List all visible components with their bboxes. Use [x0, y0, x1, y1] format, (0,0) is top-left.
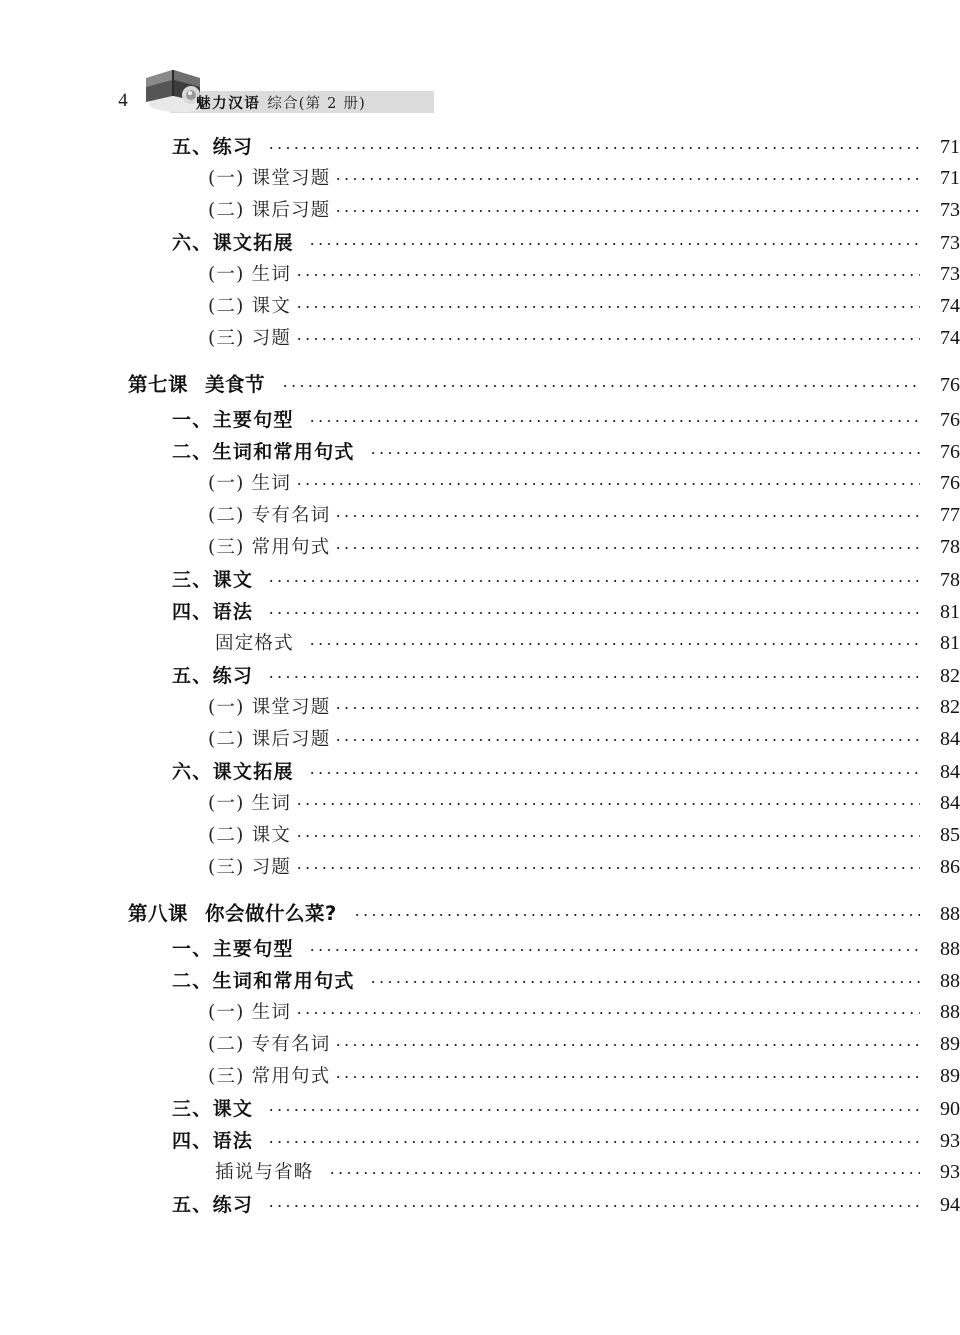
toc-entry-label: (一) 生词	[208, 473, 292, 494]
toc-entry-label: (一) 课堂习题	[208, 697, 331, 718]
toc-page-number: 82	[940, 665, 960, 687]
toc-page-number: 73	[940, 199, 960, 221]
toc-entry-row[interactable]	[0, 501, 960, 533]
toc-entry-label: (三) 习题	[208, 857, 292, 878]
toc-page-number: 93	[940, 1130, 960, 1152]
toc-page-number: 94	[940, 1194, 960, 1216]
toc-entry-row[interactable]	[0, 629, 960, 661]
toc-lesson-row[interactable]	[0, 369, 960, 401]
toc-page-number: 73	[940, 232, 960, 254]
toc-leader-dots	[369, 442, 920, 458]
toc-leader-dots	[334, 200, 920, 216]
toc-entry-row[interactable]	[0, 597, 960, 629]
toc-entry-label: (二) 专有名词	[208, 1034, 331, 1055]
toc-entry-row[interactable]	[0, 1190, 960, 1222]
toc-entry-row[interactable]	[0, 661, 960, 693]
toc-leader-dots	[295, 473, 920, 489]
toc-entry-label: (二) 课文	[208, 296, 292, 317]
toc-leader-dots	[334, 697, 920, 713]
table-of-contents	[0, 132, 960, 1222]
toc-entry-label: 插说与省略	[215, 1162, 314, 1183]
toc-entry-row[interactable]	[0, 324, 960, 356]
toc-page-number: 76	[940, 374, 960, 396]
toc-leader-dots	[267, 1099, 920, 1115]
toc-entry-label: (一) 课堂习题	[208, 168, 331, 189]
toc-entry-label	[128, 369, 265, 397]
toc-entry-label: 四、语法	[172, 601, 254, 623]
toc-entry-label: (三) 常用句式	[208, 537, 331, 558]
toc-leader-dots	[267, 1195, 920, 1211]
toc-page-number: 85	[940, 824, 960, 846]
toc-entry-label: 二、生词和常用句式	[172, 970, 355, 992]
folio-page-number: 4	[118, 90, 128, 111]
toc-leader-dots	[295, 328, 920, 344]
lesson-number: 第七课	[128, 373, 189, 396]
toc-leader-dots	[308, 762, 920, 778]
toc-page-number: 84	[940, 728, 960, 750]
toc-leader-dots	[308, 939, 920, 955]
toc-entry-row[interactable]	[0, 998, 960, 1030]
page-header	[0, 0, 960, 130]
toc-leader-dots	[295, 825, 920, 841]
toc-entry-row[interactable]	[0, 469, 960, 501]
toc-entry-row[interactable]	[0, 164, 960, 196]
toc-lesson-row[interactable]	[0, 898, 960, 930]
lesson-title: 你会做什么菜?	[205, 902, 337, 925]
toc-entry-label: (二) 专有名词	[208, 505, 331, 526]
toc-entry-label: (一) 生词	[208, 1002, 292, 1023]
toc-entry-label: 五、练习	[172, 665, 254, 687]
toc-page-number: 76	[940, 441, 960, 463]
toc-entry-row[interactable]	[0, 228, 960, 260]
toc-entry-row[interactable]	[0, 533, 960, 565]
toc-leader-dots	[267, 602, 920, 618]
toc-leader-dots	[334, 729, 920, 745]
toc-entry-row[interactable]	[0, 196, 960, 228]
toc-page-number: 88	[940, 1001, 960, 1023]
toc-leader-dots	[267, 1131, 920, 1147]
toc-entry-row[interactable]	[0, 1094, 960, 1126]
toc-entry-label: 三、课文	[172, 1098, 254, 1120]
toc-entry-label: 六、课文拓展	[172, 761, 294, 783]
toc-entry-row[interactable]	[0, 757, 960, 789]
header-subtitle: 综合(第 2 册)	[267, 96, 366, 112]
toc-leader-dots	[308, 633, 920, 649]
toc-entry-label: 四、语法	[172, 1130, 254, 1152]
toc-leader-dots	[295, 793, 920, 809]
toc-page-number: 78	[940, 536, 960, 558]
toc-entry-row[interactable]	[0, 565, 960, 597]
toc-leader-dots	[295, 264, 920, 280]
toc-entry-row[interactable]	[0, 1126, 960, 1158]
toc-page-number: 86	[940, 856, 960, 878]
toc-entry-label: (三) 习题	[208, 328, 292, 349]
toc-page-number: 73	[940, 263, 960, 285]
toc-entry-row[interactable]	[0, 821, 960, 853]
toc-entry-row[interactable]	[0, 1062, 960, 1094]
toc-page-number: 71	[940, 136, 960, 158]
toc-entry-label: (一) 生词	[208, 793, 292, 814]
toc-entry-label: (二) 课后习题	[208, 200, 331, 221]
toc-entry-row[interactable]	[0, 437, 960, 469]
header-title	[196, 92, 366, 113]
toc-leader-dots	[267, 137, 920, 153]
toc-entry-row[interactable]	[0, 693, 960, 725]
toc-entry-row[interactable]	[0, 789, 960, 821]
toc-page-number: 71	[940, 167, 960, 189]
header-brand: 魅力汉语	[196, 95, 261, 112]
toc-page-number: 76	[940, 472, 960, 494]
toc-leader-dots	[334, 537, 920, 553]
toc-entry-label: 一、主要句型	[172, 938, 294, 960]
toc-page-number: 74	[940, 295, 960, 317]
toc-leader-dots	[353, 904, 920, 920]
toc-entry-row[interactable]	[0, 1030, 960, 1062]
toc-leader-dots	[334, 1066, 920, 1082]
toc-page-number: 93	[940, 1161, 960, 1183]
toc-entry-row[interactable]	[0, 292, 960, 324]
toc-leader-dots	[295, 296, 920, 312]
toc-page-number: 88	[940, 970, 960, 992]
toc-leader-dots	[334, 1034, 920, 1050]
toc-entry-row[interactable]	[0, 260, 960, 292]
toc-entry-label: 五、练习	[172, 1194, 254, 1216]
toc-entry-label: 三、课文	[172, 569, 254, 591]
toc-entry-label: (一) 生词	[208, 264, 292, 285]
toc-entry-row[interactable]	[0, 853, 960, 885]
toc-entry-row[interactable]	[0, 725, 960, 757]
toc-page-number: 88	[940, 903, 960, 925]
toc-entry-label: (二) 课文	[208, 825, 292, 846]
toc-leader-dots	[334, 168, 920, 184]
toc-leader-dots	[308, 410, 920, 426]
toc-entry-label: (三) 常用句式	[208, 1066, 331, 1087]
toc-page-number: 84	[940, 792, 960, 814]
lesson-number: 第八课	[128, 902, 189, 925]
toc-leader-dots	[369, 971, 920, 987]
toc-page-number: 74	[940, 327, 960, 349]
toc-page-number: 82	[940, 696, 960, 718]
toc-page-number: 76	[940, 409, 960, 431]
toc-entry-row[interactable]	[0, 405, 960, 437]
toc-leader-dots	[267, 570, 920, 586]
toc-entry-label: 二、生词和常用句式	[172, 441, 355, 463]
toc-leader-dots	[334, 505, 920, 521]
toc-entry-row[interactable]	[0, 934, 960, 966]
toc-page-number: 78	[940, 569, 960, 591]
toc-leader-dots	[308, 233, 920, 249]
toc-page-number: 81	[940, 632, 960, 654]
toc-page-number: 90	[940, 1098, 960, 1120]
toc-page-number: 89	[940, 1033, 960, 1055]
toc-entry-row[interactable]	[0, 966, 960, 998]
toc-leader-dots	[267, 666, 920, 682]
toc-entry-label: 固定格式	[215, 633, 294, 654]
toc-leader-dots	[295, 1002, 920, 1018]
toc-page-number: 88	[940, 938, 960, 960]
toc-entry-row[interactable]	[0, 132, 960, 164]
lesson-title: 美食节	[205, 373, 266, 396]
toc-entry-label: 一、主要句型	[172, 409, 294, 431]
toc-page-number: 81	[940, 601, 960, 623]
toc-page-number: 89	[940, 1065, 960, 1087]
toc-leader-dots	[328, 1162, 920, 1178]
toc-entry-label: 五、练习	[172, 136, 254, 158]
toc-entry-label: 六、课文拓展	[172, 232, 294, 254]
toc-entry-label: (二) 课后习题	[208, 729, 331, 750]
toc-page-number: 84	[940, 761, 960, 783]
toc-leader-dots	[295, 857, 920, 873]
toc-entry-label	[128, 898, 337, 926]
toc-page-number: 77	[940, 504, 960, 526]
toc-leader-dots	[281, 375, 920, 391]
toc-entry-row[interactable]	[0, 1158, 960, 1190]
